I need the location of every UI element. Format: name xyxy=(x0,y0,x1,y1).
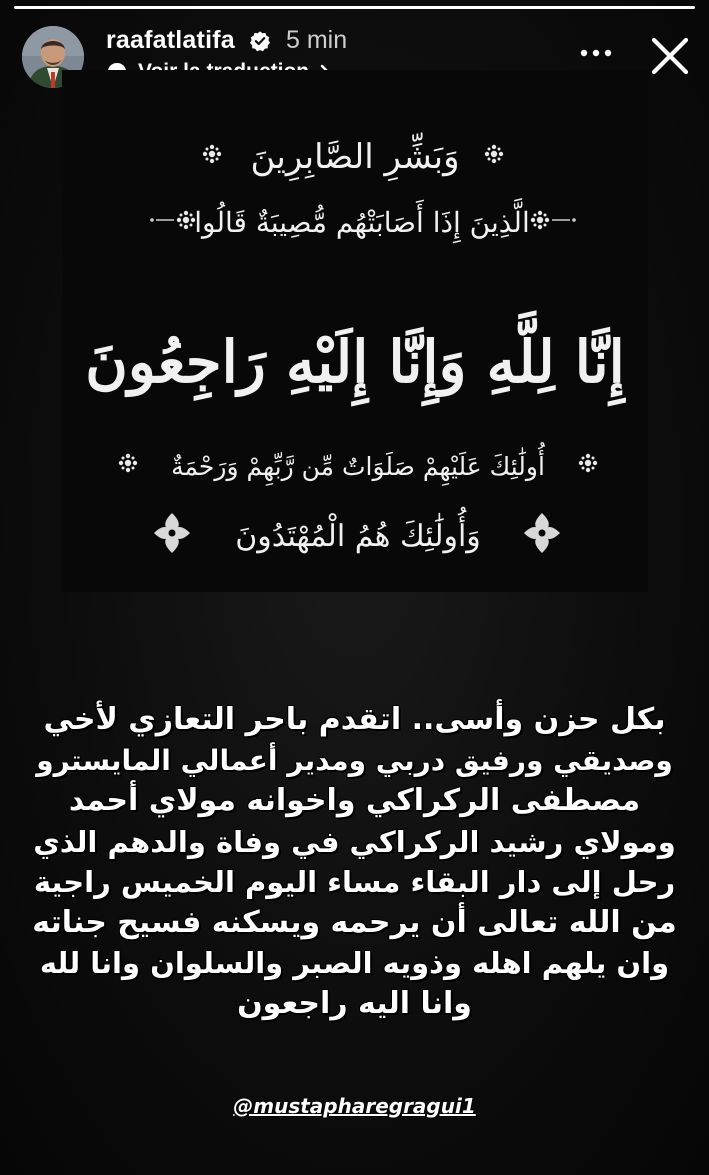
arabesque-ornament-icon xyxy=(524,513,560,553)
more-options-button[interactable] xyxy=(576,38,616,68)
card-verse-line-1: وَبَشِّرِ الصَّابِرِينَ xyxy=(250,137,460,177)
mention-username[interactable]: @mustapharegragui1 xyxy=(233,1094,476,1118)
story-progress-bar xyxy=(14,6,695,9)
card-verse-line-5: وَأُولَٰئِكَ هُمُ الْمُهْتَدُونَ xyxy=(235,519,481,554)
message-line: ومولاي رشيد الركراكي في وفاة والدهم الذي xyxy=(33,824,676,859)
card-verse-line-2: الَّذِينَ إِذَا أَصَابَتْهُم مُّصِيبَةٌ قَالُوا xyxy=(194,206,530,239)
message-line: بكل حزن وأسى.. اتقدم باحر التعازي لأخي xyxy=(43,702,666,737)
close-icon[interactable] xyxy=(648,34,692,78)
arabesque-ornament-icon xyxy=(150,211,195,229)
arabesque-ornament-icon xyxy=(579,454,597,472)
arabesque-ornament-icon xyxy=(203,145,221,163)
message-line: من الله تعالى أن يرحمه ويسكنه فسيح جناته xyxy=(32,904,677,940)
story-progress-fill xyxy=(14,6,695,9)
mention-sticker[interactable] xyxy=(0,1094,709,1118)
message-line: مصطفى الركراكي واخوانه مولاي أحمد xyxy=(68,783,641,818)
condolence-card xyxy=(62,70,648,592)
arabesque-ornament-icon xyxy=(154,513,190,553)
verified-badge-icon xyxy=(249,30,271,52)
card-verse-line-4: أُولَٰئِكَ عَلَيْهِمْ صَلَوَاتٌ مِّن رَّبِّهِمْ وَرَحْمَةٌ xyxy=(171,452,545,481)
message-line: رحل إلى دار البقاء مساء اليوم الخميس راجية xyxy=(33,865,676,899)
message-line: وان يلهم اهله وذويه الصبر والسلوان وانا لله xyxy=(39,946,670,980)
username[interactable]: raafatlatifa xyxy=(106,26,235,54)
more-horizontal-icon xyxy=(580,49,612,57)
condolence-message xyxy=(30,700,679,1024)
arabesque-ornament-icon xyxy=(485,145,503,163)
arabesque-ornament-icon xyxy=(531,211,576,229)
card-verse-line-3: إِنَّا لِلَّهِ وَإِنَّا إِلَيْهِ رَاجِعُونَ xyxy=(85,328,625,396)
message-line: وانا اليه راجعون xyxy=(237,985,472,1021)
message-line: وصديقي ورفيق دربي ومدير أعمالي المايسترو xyxy=(36,743,673,777)
arabesque-ornament-icon xyxy=(119,454,137,472)
post-time: 5 min xyxy=(286,26,348,54)
